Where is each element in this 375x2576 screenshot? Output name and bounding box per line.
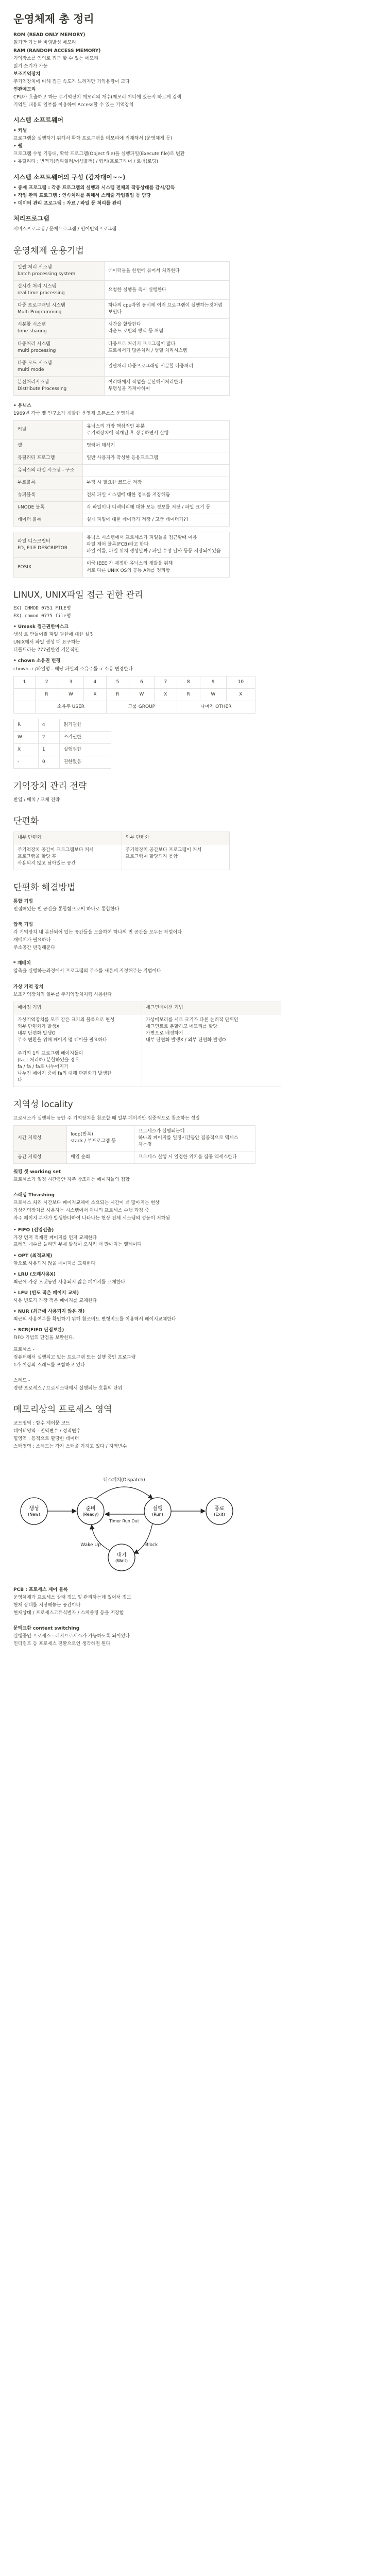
fix-line: 압축 기법: [13, 922, 33, 928]
state-label-ready: (Ready): [82, 1512, 99, 1517]
memory-management-heading: 기억장치 관리 전략: [13, 781, 87, 791]
bit-letter: R: [177, 688, 200, 701]
memory-line: CPU가 호출하고 하는 주기억장치 메모리의 개수(메모리 어디에 있는지 빠르게 검색: [13, 94, 181, 100]
replacement-section: [13, 1227, 362, 1342]
state-label-run: (Run): [152, 1512, 163, 1517]
bit-group: 그룹 GROUP: [106, 701, 177, 713]
replacement-desc: 사용 빈도가 가장 적은 페이지를 교체한다: [13, 1298, 97, 1303]
system-software-line: • 쉘: [13, 144, 23, 149]
methods-table: [13, 261, 230, 396]
system-software-line: • 유틸리티 : 번역기(컴파일러/어셈블러) / 링커(프로그래머 / 로더(로딩): [13, 159, 159, 165]
locality-line: 워킹 셋 working set: [13, 1170, 61, 1175]
methods-row: [14, 262, 230, 281]
bit-group: 나머지 OTHER: [177, 701, 255, 713]
methods-heading: 운영체제 운용기법: [13, 245, 84, 256]
bit-letter: X: [226, 688, 255, 701]
pcb-line: 문맥교환 context switching: [13, 1626, 80, 1632]
bit-index-row: [14, 676, 255, 688]
unix-key: 데이터 블록: [14, 514, 83, 527]
memory-line: 기억장소를 임의로 접근 할 수 있는 메모리: [13, 56, 98, 61]
states-heading: 메모리상의 프로세스 영역: [13, 1404, 112, 1415]
bit-letter: R: [106, 688, 129, 701]
process-line: 1가 이상의 스레드를 포함하고 있다: [13, 1363, 85, 1368]
page-title: 운영체제 총 정리: [13, 13, 94, 25]
system-software-line: • 커널: [13, 128, 27, 134]
memory-line: ROM (READ ONLY MEMORY): [13, 32, 86, 38]
memory-area-line: 데이터영역 : 전역변수 / 정적변수: [13, 1428, 81, 1434]
internal-frag-desc: 주기억장치 공간이 프로그램보다 커서 프로그램을 할당 후 사용되지 않고 남아있는 공간: [14, 844, 122, 870]
code-desc: 권한없음: [60, 756, 111, 768]
methods-key: 다중 모드 시스템 multi mode: [14, 357, 105, 376]
bit-letter: W: [58, 688, 84, 701]
locality-line: 프로세스가 일정 시간동안 자주 참조하는 페이지들의 집합: [13, 1177, 130, 1183]
unix-value: 일반 사용자가 작성한 응용프로그램: [83, 452, 230, 465]
bit-index: 2: [35, 676, 58, 688]
unix-desc: 1969년 각국 벨 연구소가 개발한 운영체 오픈소스 운영체제: [13, 411, 134, 416]
methods-value: 여러대에서 작업을 분산해서처리한다 투명성을 가져야하며: [104, 376, 229, 395]
unix-key: 슈퍼블록: [14, 489, 83, 502]
state-label-exit: 종료: [214, 1506, 225, 1512]
fragmentation-heading: 단편화: [13, 816, 39, 826]
memory-line: 읽기·쓰기가 가능: [13, 63, 48, 69]
system-software-section: [13, 128, 362, 165]
unix-key: 유틸리티 프로그램: [14, 452, 83, 465]
timer-label: Timer Run Out: [109, 1519, 139, 1524]
code-letter: X: [14, 743, 39, 756]
replacement-desc: 최근에 가장 오랫동안 사용되지 않은 페이지를 교체한다: [13, 1279, 126, 1285]
permission-codes-table: [13, 719, 111, 769]
state-label-wait: 대기: [116, 1552, 127, 1558]
methods-row: [14, 300, 230, 319]
unix-key: 쉘: [14, 439, 83, 452]
fix-line: 주소공간 변경해준다: [13, 945, 56, 951]
methods-value: 데이터들을 한번에 묶어서 처리한다: [104, 262, 229, 281]
methods-row: [14, 281, 230, 300]
fix-line: 재배치가 필요하다: [13, 938, 51, 943]
bit-group: 소유주 USER: [35, 701, 106, 713]
code-number: 4: [38, 719, 60, 731]
fd-table: [13, 532, 230, 577]
edge-dispatch: [96, 1487, 152, 1499]
replacement-desc: 가장 먼저 적재된 페이지를 먼저 교체한다 프레임 개수를 늘리면 부재 발생이 오히려 더 많아지는 벨레이디: [13, 1235, 142, 1248]
bit-letter: X: [83, 688, 106, 701]
methods-key: 일괄 처리 시스템 batch processing system: [14, 262, 105, 281]
code-letter: R: [14, 719, 39, 731]
locality-notes: [13, 1169, 362, 1222]
bit-index: 10: [226, 676, 255, 688]
state-label-wait: (Wait): [115, 1558, 128, 1564]
permissions-examples: [13, 605, 362, 620]
fix-line: [13, 914, 362, 921]
bit-letter: R: [35, 688, 58, 701]
processor-line: 서비스프로그램 / 문제프로그램 / 언어번역프로그램: [13, 227, 117, 232]
system-software-heading: 시스템 소프트웨어: [13, 116, 63, 124]
code-row: [14, 756, 111, 768]
methods-key: 분산처리시스템 Distribute Processing: [14, 376, 105, 395]
code-row: [14, 719, 111, 731]
state-label-run: 실행: [152, 1506, 163, 1512]
bit-index: 6: [129, 676, 154, 688]
replacement-title: • NUR (최근에 사용되지 않은 것): [13, 1309, 85, 1314]
permissions-heading: LINUX, UNIX파일 접근 권한 관리: [13, 589, 143, 600]
locality-line: [13, 1184, 362, 1191]
methods-value: 요청한 실행을 즉시 실행한다: [104, 281, 229, 300]
fix-line: 가상 기억 장치: [13, 984, 44, 990]
chown-line: chown -r /파일명 - 해당 파일의 소유주를 -r 소유 변경한다: [13, 666, 133, 672]
locality-line: 스래싱 Thrashing: [13, 1193, 55, 1198]
unix-row: [14, 502, 230, 514]
bit-group-row: [14, 701, 255, 713]
unix-key: 커널: [14, 420, 83, 439]
segmentation-desc: 가상메모리를 서로 크기가 다른 논리적 단위인 세그먼트로 분할하고 메모리를 할당 가변으로 배정하기 내부 단편화 발생X / 외부 단편화 발생O: [142, 1014, 281, 1087]
memory-area-line: 코드영역 : 함수 제어문 코드: [13, 1420, 71, 1426]
locality-table: [13, 1125, 255, 1164]
fd-value: 유닉스 시스템에서 프로세스가 파일들을 접근할때 이용 파일 제어 블록(FCB)라고 한다 파일 이름, 파일 위치 생성날짜 / 파일 수정 날짜 등등 저장되어있음: [83, 532, 230, 558]
bit-index: 9: [200, 676, 226, 688]
replacement-title: • SCR(FIFO 단점보완): [13, 1327, 64, 1333]
fix-section: [13, 899, 362, 998]
unix-value: 유닉스의 가장 핵심적인 부분 주기억장치에 적재된 후 상주하면서 실행: [83, 420, 230, 439]
bit-letter: [14, 688, 36, 701]
methods-value: 다중프로 처리기 프로그램이 많다. 프로세서가 많은처리 / 병렬 처리시스템: [104, 338, 229, 357]
state-label-ready: 준비: [86, 1506, 96, 1512]
fix-line: [13, 976, 362, 983]
fix-line: 인접해있는 빈 공간을 통합함으로써 하나로 통합한다: [13, 907, 120, 912]
process-line: 컴퓨터에서 실행되고 있는 프로그램 또는 실행 중인 프로그램: [13, 1355, 136, 1361]
fragmentation-table: [13, 832, 230, 870]
code-letter: -: [14, 756, 39, 768]
locality-row: [14, 1151, 255, 1164]
locality-heading: 지역성 locality: [13, 1099, 73, 1110]
code-desc: 읽기권한: [60, 719, 111, 731]
memory-areas: [13, 1420, 362, 1450]
process-section: [13, 1347, 362, 1392]
bit-letter: W: [200, 688, 226, 701]
process-line: 경량 프로세스 / 프로세스내에서 실행되는 흐름의 단위: [13, 1386, 123, 1392]
fd-key: 파일 디스크립터 FD, FILE DESCRIPTOR: [14, 532, 83, 558]
memory-line: 연관메모리: [13, 87, 36, 92]
memory-area-line: 스택영역 : 스레드는 각자 스택을 가지고 있다 / 지역변수: [13, 1444, 127, 1450]
pcb-line: PCB : 프로세스 제어 블록: [13, 1587, 68, 1593]
unix-value: 각 파일이나 디렉터리에 대한 모든 정보를 저장 / 파일 크기 등: [83, 502, 230, 514]
wakeup-label: Wake Up: [80, 1543, 101, 1548]
code-desc: 쓰기권한: [60, 731, 111, 743]
locality-row: [14, 1125, 255, 1151]
locality-example: loop(반복) stack / 부프로그램 등: [67, 1125, 134, 1151]
bit-letter: W: [129, 688, 154, 701]
components-line: • 데이터 관리 프로그램 : 자료 / 파일 등 처리를 관리: [13, 201, 122, 207]
pcb-line: 인터럽트 등 프로세스 전환으로인 생각하면 된다: [13, 1641, 111, 1647]
methods-value: 시간을 할당한다 라운드 로빈의 방식 등 처럼: [104, 319, 229, 338]
locality-example: 배열 순회: [67, 1151, 134, 1164]
bit-index: 4: [83, 676, 106, 688]
locality-desc: 프로세스 실행 시 일정한 위치를 집중 액세스한다: [134, 1151, 255, 1164]
memory-line: 보조기억장치: [13, 71, 41, 77]
bit-index: 3: [58, 676, 84, 688]
system-software-line: 프로그램 수행 기동대, 확학 프로그램(Object file)을 실행파일(Execute file)로 변환: [13, 151, 185, 157]
pcb-line: 운영체제가 프로세스 상태 정보 및 관리하는데 있어서 정보: [13, 1595, 131, 1601]
locality-line: 프로세스 처리 시간보다 페이지교체에 소요되는 시간이 더 많아지는 현상: [13, 1200, 160, 1206]
bit-index: 8: [177, 676, 200, 688]
locality-line: 자주 페이지 부재가 발생한다하여 나타나는 현상 전체 시스템의 성능이 저하됨: [13, 1216, 170, 1222]
unix-value: [83, 465, 230, 477]
code-letter: W: [14, 731, 39, 743]
bit-group: [14, 701, 36, 713]
unix-key: 부트블록: [14, 477, 83, 489]
pcb-section: [13, 1587, 362, 1648]
components-line: • 작업 관리 프로그램 : 연속처리를 위해서 스케줄 작업질입 등 담당: [13, 193, 151, 198]
paging-header: 페이징 기법: [14, 1002, 142, 1014]
replacement-desc: 최근의 사용여부를 확인하기 위해 참조비트 변형비트를 이용해서 페이지교체한다: [13, 1316, 176, 1322]
chmod-example: EX) CHMOD 0751 FILE명: [13, 606, 71, 612]
components-section: [13, 185, 362, 207]
pcb-line: [13, 1618, 362, 1624]
segmentation-header: 세그먼테이션 기법: [142, 1002, 281, 1014]
methods-row: [14, 338, 230, 357]
unix-table: [13, 420, 230, 527]
locality-line: 가상기억장치를 사용하는 시스템에서 하나의 프로세스 수행 과정 중: [13, 1208, 149, 1214]
components-heading: 시스템 소프트웨어의 구성 (감자대이~~): [13, 173, 126, 181]
unix-heading: • 유닉스: [13, 403, 31, 409]
methods-row: [14, 357, 230, 376]
unix-value: 명령어 해석기: [83, 439, 230, 452]
methods-key: 실시간 처리 시스템 real time processing: [14, 281, 105, 300]
bit-index: 7: [155, 676, 177, 688]
code-number: 0: [38, 756, 60, 768]
umask-line: 디폴트라는 777권한인 기본적인: [13, 648, 79, 653]
pcb-line: 현재 상태를 저장해놓는 공간이다: [13, 1603, 81, 1608]
bit-letter-row: [14, 688, 255, 701]
paging-table: [13, 1002, 281, 1088]
unix-row: [14, 439, 230, 452]
code-number: 1: [38, 743, 60, 756]
external-frag-desc: 주기억장치 공간보다 프로그램이 커서 프로그램이 할당되지 못함: [122, 844, 230, 870]
memory-line: RAM (RANDOM ACCESS MEMORY): [13, 48, 101, 54]
components-line: • 중재 프로그램 : 각종 프로그램의 실행과 시스템 전체의 작동상태를 감시/감독: [13, 185, 175, 191]
state-label-new: (New): [28, 1512, 40, 1517]
locality-desc: 프로세스가 실행되는 동안 주 기억장치를 참조할 때 일부 페이지만 집중적으로 참조하는 성질: [13, 1115, 200, 1121]
unix-row: [14, 465, 230, 477]
fd-row: [14, 532, 230, 558]
fd-key: POSIX: [14, 558, 83, 577]
memory-line: 주기억장치에 비해 접근 속도가 느리지만 기억용량이 크다: [13, 79, 130, 84]
memory-area-line: 힙영역 : 동적으로 할당한 데이터: [13, 1436, 79, 1442]
unix-row: [14, 489, 230, 502]
code-row: [14, 743, 111, 756]
replacement-title: • LRU (오래사용X): [13, 1272, 56, 1277]
code-number: 2: [38, 731, 60, 743]
unix-row: [14, 420, 230, 439]
replacement-title: • OPT (최적교체): [13, 1253, 53, 1259]
fix-line: [13, 953, 362, 959]
bit-index: 5: [106, 676, 129, 688]
fd-row: [14, 558, 230, 577]
processor-heading: 처리프로그램: [13, 215, 49, 223]
umask-heading: • Umask 접근권한마스크: [13, 624, 69, 630]
process-line: [13, 1370, 362, 1377]
permission-bits-table: [13, 676, 255, 714]
code-row: [14, 731, 111, 743]
memory-line: 기억된 내용의 일부를 이용하여 Access할 수 있는 기억장치: [13, 102, 134, 108]
replacement-desc: FIFO 기법의 단점을 보완한다.: [13, 1335, 75, 1341]
unix-value: 부팅 시 필요한 코드를 저장: [83, 477, 230, 489]
pcb-line: 실행중인 프로세스 : 레지프로세스가 가능하도록 되어있다: [13, 1634, 130, 1639]
dispatch-label: 디스패치(Dispatch): [103, 1478, 145, 1483]
methods-key: 시분할 시스템 time sharing: [14, 319, 105, 338]
unix-key: 유닉스의 파일 시스템 - 구조: [14, 465, 83, 477]
locality-desc: 프로세스가 실행되는데 하나의 페이지를 일정시간동안 집중적으로 액세스 하는것: [134, 1125, 255, 1151]
internal-frag-header: 내부 단편화: [14, 832, 122, 844]
system-software-line: 프로그램을 실행하기 위해서 확학 프로그램을 메모리에 적재해서 (운영체제 등): [13, 136, 173, 142]
chown-heading: • chown 소유권 변경: [13, 658, 61, 664]
bit-letter: X: [155, 688, 177, 701]
umask-line: UNIX에서 파일 생성 때 요구하는: [13, 640, 80, 646]
pcb-line: 현재상태 / 프로세스고유식별자 / 스케줄링 등을 저장함: [13, 1611, 124, 1616]
methods-key: 다중 프로그래밍 시스템 Multi Programming: [14, 300, 105, 319]
replacement-title: • FIFO (선입선출): [13, 1228, 54, 1233]
umask-lines: [13, 632, 362, 654]
fix-line: 각 기억장치 내 분산되어 있는 공간들을 모을하여 하나의 빈 공간을 모두는 작업이다: [13, 930, 182, 936]
replacement-desc: 앞으로 사용되지 않을 페이지를 교체한다: [13, 1261, 96, 1266]
block-label: Block: [145, 1543, 158, 1548]
replacement-title: • LFU (빈도 적은 페이지 교체): [13, 1290, 79, 1296]
memory-line: 읽기만 가능한 비휘발성 메모리: [13, 40, 76, 46]
unix-value: 실제 파일에 대한 데이터가 저장 / 고급 데이터가??: [83, 514, 230, 527]
external-frag-header: 외부 단편화: [122, 832, 230, 844]
edge-block: [134, 1523, 152, 1553]
process-state-diagram: [13, 1454, 261, 1578]
paging-desc: 가상기억장치를 모두 같은 크기의 블록으로 편성 외부 단편화가 발생X 내부 단편화 발생O 주소 변환을 위해 페이지 맵 테이블 필요하다 주기억 1의 프로그램 페이지들이 (fa로 처리하) 분할하였을 경우 fa / fa / fa로 나누어지기 나누진 페이지 중에 fa의 대해 단편화가 발생한 다: [14, 1014, 142, 1087]
unix-row: [14, 452, 230, 465]
memory-section: [13, 32, 362, 108]
methods-value: 하나의 cpu자원 동시에 여러 프로그램이 실행하는것처럼 보인다: [104, 300, 229, 319]
fix-line: * 재배치: [13, 961, 31, 967]
unix-row: [14, 477, 230, 489]
methods-row: [14, 376, 230, 395]
methods-row: [14, 319, 230, 338]
fix-line: 통합 기법: [13, 899, 33, 905]
unix-value: 전체 파일 시스템에 대한 정보를 저장해둠: [83, 489, 230, 502]
code-desc: 실행권한: [60, 743, 111, 756]
chmod-example: EX) chmod 0775 file명: [13, 614, 71, 619]
memory-management-line: 반입 / 배치 / 교체 전략: [13, 797, 60, 803]
process-line: 프로세스 -: [13, 1347, 35, 1352]
fd-value: 미국 IEEE 가 제정한 유닉스의 개발을 위해 서로 다른 UNIX OS의 공통 API를 정리함: [83, 558, 230, 577]
locality-kind: 공간 지역성: [14, 1151, 67, 1164]
umask-line: 생성 로 만들어질 파일 권한에 대한 설정: [13, 632, 94, 638]
state-label-new: 생성: [29, 1506, 39, 1512]
methods-key: 다중처리 시스템 multi processing: [14, 338, 105, 357]
fix-line: 보조기억장치의 일부를 주기억장치처럼 사용한다: [13, 992, 112, 997]
fix-heading: 단편화 해결방법: [13, 883, 76, 893]
locality-kind: 시간 지역성: [14, 1125, 67, 1151]
process-line: 스레드 -: [13, 1378, 30, 1384]
unix-row: [14, 514, 230, 527]
unix-key: I-NODE 블록: [14, 502, 83, 514]
bit-index: 1: [14, 676, 36, 688]
methods-value: 일괄처리 다중프로그래밍 시분할 다중처리: [104, 357, 229, 376]
fix-line: 압축을 실행하는과정에서 프로그램의 주소를 새롭게 지정해주는 기법이다: [13, 969, 161, 974]
state-label-exit: (Exit): [214, 1512, 225, 1517]
